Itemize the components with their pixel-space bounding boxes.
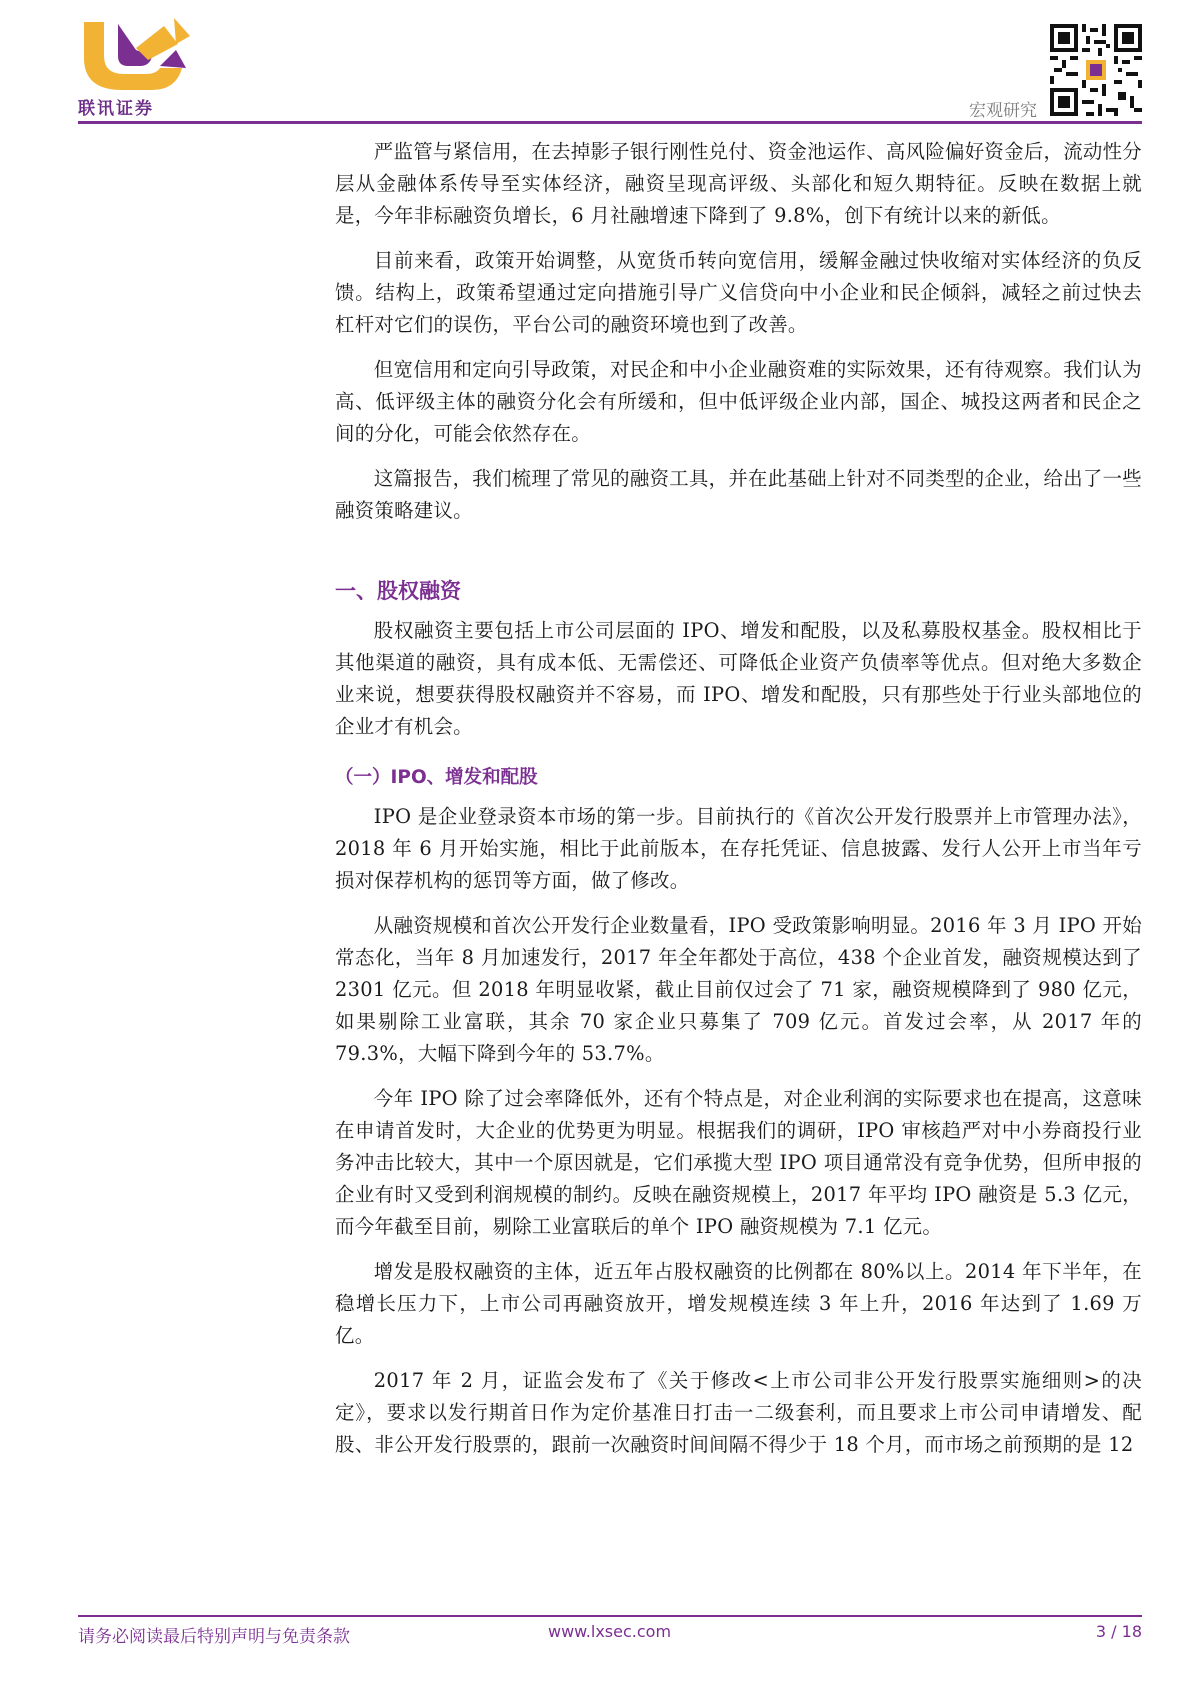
section-heading: 一、股权融资 bbox=[335, 579, 461, 603]
paragraph: 但宽信用和定向引导政策，对民企和中小企业融资难的实际效果，还有待观察。我们认为高、低评级主体的融资分化会有所缓和，但中低评级企业内部，国企、城投这两者和民企之间的分化，可能会依然存在。 bbox=[335, 358, 1142, 445]
header-divider bbox=[78, 121, 1142, 124]
report-section-label: 宏观研究 bbox=[969, 101, 1037, 121]
paragraph: 从融资规模和首次公开发行企业数量看，IPO 受政策影响明显。2016 年 3 月 IPO 开始常态化，当年 8 月加速发行，2017 年全年都处于高位，438 个企业首发，融资规模达到了 2301 亿元。但 2018 年明显收紧，截止目前仅过会了 71 家，融资规模降到了 980 亿元，如果剔除工业富联，其余 70 家企业只募集了 709 亿元。首发过会率，从 2017 年的 79.3%，大幅下降到今年的 53.7%。 bbox=[335, 914, 1142, 1065]
paragraph: 股权融资主要包括上市公司层面的 IPO、增发和配股，以及私募股权基金。股权相比于其他渠道的融资，具有成本低、无需偿还、可降低企业资产负债率等优点。但对绝大多数企业来说，想要获得股权融资并不容易，而 IPO、增发和配股，只有那些处于行业头部地位的企业才有机会。 bbox=[335, 619, 1142, 738]
page-header bbox=[0, 0, 1189, 130]
page-number: 3 / 18 bbox=[1095, 1622, 1142, 1641]
paragraph: 这篇报告，我们梳理了常见的融资工具，并在此基础上针对不同类型的企业，给出了一些融资策略建议。 bbox=[335, 467, 1142, 522]
page-footer bbox=[78, 1622, 1142, 1648]
report-body bbox=[335, 136, 1142, 1474]
qr-code-icon bbox=[1050, 24, 1142, 116]
company-logo-icon bbox=[78, 14, 196, 94]
website-link[interactable]: www.lxsec.com bbox=[548, 1622, 672, 1641]
subsection-heading: （一）IPO、增发和配股 bbox=[335, 767, 538, 788]
footer-divider bbox=[78, 1615, 1142, 1617]
paragraph: 今年 IPO 除了过会率降低外，还有个特点是，对企业利润的实际要求也在提高，这意味在申请首发时，大企业的优势更为明显。根据我们的调研，IPO 审核趋严对中小券商投行业务冲击比较大，其中一个原因就是，它们承揽大型 IPO 项目通常没有竞争优势，但所申报的企业有时又受到利润规模的制约。反映在融资规模上，2017 年平均 IPO 融资是 5.3 亿元，而今年截至目前，剔除工业富联后的单个 IPO 融资规模为 7.1 亿元。 bbox=[335, 1087, 1142, 1238]
paragraph: 严监管与紧信用，在去掉影子银行刚性兑付、资金池运作、高风险偏好资金后，流动性分层从金融体系传导至实体经济，融资呈现高评级、头部化和短久期特征。反映在数据上就是，今年非标融资负增长，6 月社融增速下降到了 9.8%，创下有统计以来的新低。 bbox=[335, 140, 1142, 227]
paragraph: 目前来看，政策开始调整，从宽货币转向宽信用，缓解金融过快收缩对实体经济的负反馈。结构上，政策希望通过定向措施引导广义信贷向中小企业和民企倾斜，减轻之前过快去杠杆对它们的误伤，平台公司的融资环境也到了改善。 bbox=[335, 249, 1142, 336]
disclaimer-note: 请务必阅读最后特别声明与免责条款 bbox=[78, 1627, 350, 1647]
paragraph: IPO 是企业登录资本市场的第一步。目前执行的《首次公开发行股票并上市管理办法》，2018 年 6 月开始实施，相比于此前版本，在存托凭证、信息披露、发行人公开上市当年亏损对保荐机构的惩罚等方面，做了修改。 bbox=[335, 805, 1142, 892]
paragraph: 增发是股权融资的主体，近五年占股权融资的比例都在 80%以上。2014 年下半年，在稳增长压力下，上市公司再融资放开，增发规模连续 3 年上升，2016 年达到了 1.69 万亿。 bbox=[335, 1260, 1142, 1347]
company-logo-text: 联讯证券 bbox=[78, 99, 154, 119]
paragraph: 2017 年 2 月，证监会发布了《关于修改<上市公司非公开发行股票实施细则>的决定》，要求以发行期首日作为定价基准日打击一二级套利，而且要求上市公司申请增发、配股、非公开发行股票的，跟前一次融资时间间隔不得少于 18 个月，而市场之前预期的是 12 bbox=[335, 1369, 1142, 1456]
